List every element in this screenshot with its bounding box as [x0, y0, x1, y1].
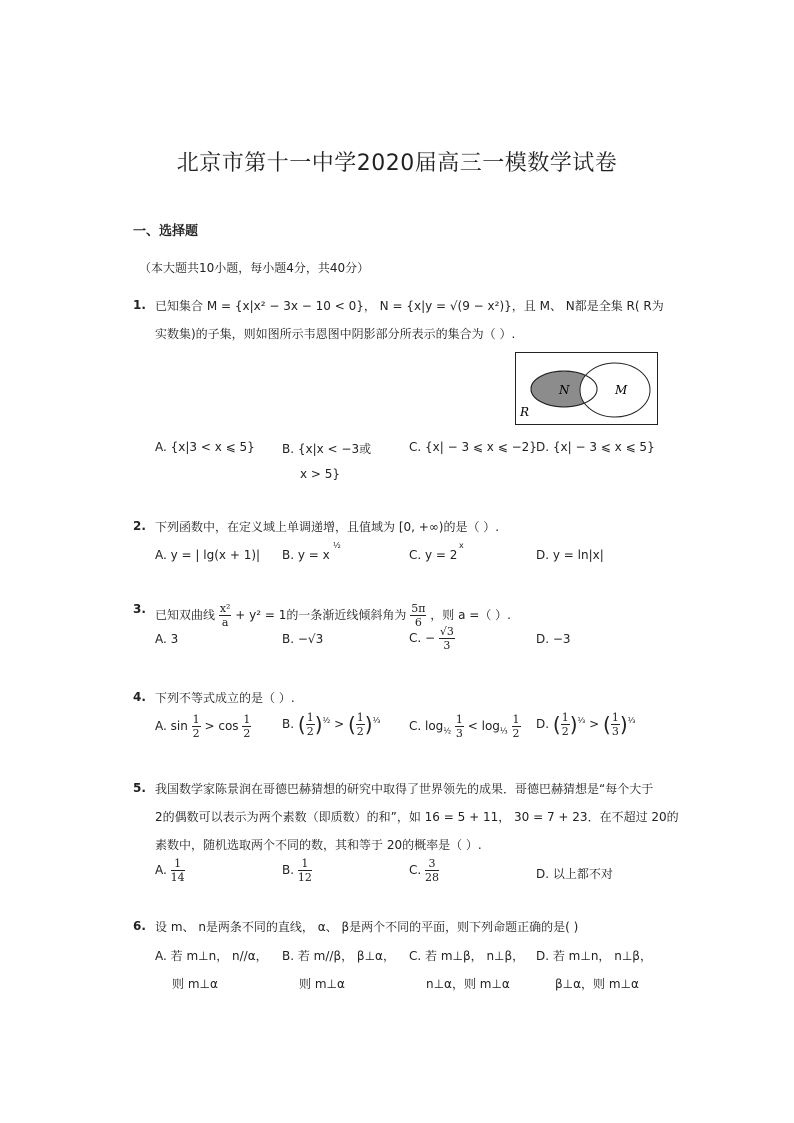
q6-option-a-line-1: A. 若 m⊥n， n//α，	[155, 949, 268, 963]
q3-post: ，则 a =（ ）.	[430, 608, 511, 622]
question-5-line-3: 素数中，随机选取两个不同的数，其和等于 20的概率是（ ）.	[155, 838, 482, 852]
question-5-line-2: 2的偶数可以表示为两个素数（即质数）的和”，如 16 = 5 + 11， 30 = 7 + 23．在不超过 20的	[155, 810, 679, 824]
q1-option-a: A. {x|3 < x ⩽ 5}	[155, 440, 255, 454]
question-number-3: 3.	[133, 602, 146, 616]
q2-option-c: C. y = 2	[409, 548, 458, 562]
q4-option-c: C. $\log_{\frac{1}{2}}$ $\frac{1}{3}$ < $\log_{\frac{1}{3}}$ $\frac{1}{2}$	[409, 713, 520, 740]
q5-option-b: B. $\frac{1}{12}$	[282, 857, 312, 884]
q6-option-d-line-2: β⊥α，则 m⊥α	[555, 977, 639, 991]
q3-option-c: C. − $\frac{√3}{3}$	[409, 625, 454, 652]
venn-diagram	[515, 352, 659, 426]
q2-option-d: D. y = ln|x|	[536, 548, 604, 562]
q1-option-c: C. {x| − 3 ⩽ x ⩽ −2}	[409, 440, 537, 454]
question-5-line-1: 我国数学家陈景润在哥德巴赫猜想的研究中取得了世界领先的成果．哥德巴赫猜想是“每个大于	[155, 782, 654, 796]
q3-mid: + y² = 1的一条渐近线倾斜角为	[235, 608, 407, 622]
q5-option-a: A. $\frac{1}{14}$	[155, 857, 185, 884]
q6-option-c-line-2: n⊥α，则 m⊥α	[426, 977, 510, 991]
q3-pre: 已知双曲线	[155, 608, 216, 622]
q1-option-b-line-1: B. {x|x < −3或	[282, 442, 372, 456]
q5-option-c: C. $\frac{3}{28}$	[409, 857, 440, 884]
q3-option-b: B. −√3	[282, 632, 324, 646]
q4-option-b: B. ( $\frac{1}{2}$ )$^{\frac{1}{2}}$ > ( $\frac{1}{2}$ )$^{\frac{1}{3}}$	[282, 711, 381, 738]
q6-option-b-line-2: 则 m⊥α	[299, 977, 345, 991]
q4-option-d: D. ( $\frac{1}{2}$ )$^{\frac{1}{3}}$ > ( $\frac{1}{3}$ )$^{\frac{1}{3}}$	[536, 711, 636, 738]
q6-option-a-line-2: 则 m⊥α	[172, 977, 218, 991]
section-heading: 一、选择题	[133, 224, 199, 239]
question-1-line-1: 已知集合 M = {x|x² − 3x − 10 < 0}， N = {x|y = √(9 − x²)}，且 M、 N都是全集 R( R为	[155, 299, 664, 313]
question-4-line-1: 下列不等式成立的是（ ）.	[155, 691, 295, 705]
question-number-6: 6.	[133, 919, 146, 933]
q6-option-d-line-1: D. 若 m⊥n， n⊥β，	[536, 949, 652, 963]
q3-option-a: A. 3	[155, 632, 179, 646]
question-number-4: 4.	[133, 690, 146, 704]
q3-fraction-1: $\frac{\text{x²}}{a}$	[219, 602, 231, 629]
q3-option-d: D. −3	[536, 632, 571, 646]
q3-fraction-2: $\frac{5\pi}{6}$	[411, 602, 426, 629]
question-1-line-2: 实数集)的子集，则如图所示韦恩图中阴影部分所表示的集合为（ ）.	[155, 327, 516, 341]
q4-option-a: A. sin $\frac{1}{2}$ > cos $\frac{1}{2}$	[155, 713, 251, 740]
q6-option-c-line-1: C. 若 m⊥β， n⊥β，	[409, 949, 525, 963]
question-number-5: 5.	[133, 781, 146, 795]
question-3-text	[155, 602, 511, 629]
question-number-1: 1.	[133, 298, 146, 312]
question-2-line-1: 下列函数中，在定义域上单调递增，且值域为 [0, +∞)的是（ ）.	[155, 520, 500, 534]
q6-option-b-line-1: B. 若 m//β， β⊥α，	[282, 949, 395, 963]
section-note: （本大题共10小题，每小题4分，共40分）	[139, 261, 370, 275]
question-number-2: 2.	[133, 519, 146, 533]
q1-option-d: D. {x| − 3 ⩽ x ⩽ 5}	[536, 440, 655, 454]
q1-option-b-line-2: x > 5}	[300, 467, 341, 481]
venn-label-n: N	[559, 383, 570, 397]
q5-option-d: D. 以上都不对	[536, 867, 613, 881]
page-title: 北京市第十一中学2020届高三一模数学试卷	[176, 151, 618, 176]
venn-label-r: R	[520, 405, 530, 419]
q2-option-b-exponent: ½	[333, 541, 341, 550]
venn-label-m: M	[615, 383, 628, 397]
q2-option-b: B. y = x	[282, 548, 330, 562]
question-6-line-1: 设 m、 n是两条不同的直线， α、 β是两个不同的平面，则下列命题正确的是( )	[155, 920, 579, 934]
q2-option-a: A. y = | lg(x + 1)|	[155, 548, 261, 562]
q2-option-c-exponent: x	[459, 541, 464, 550]
